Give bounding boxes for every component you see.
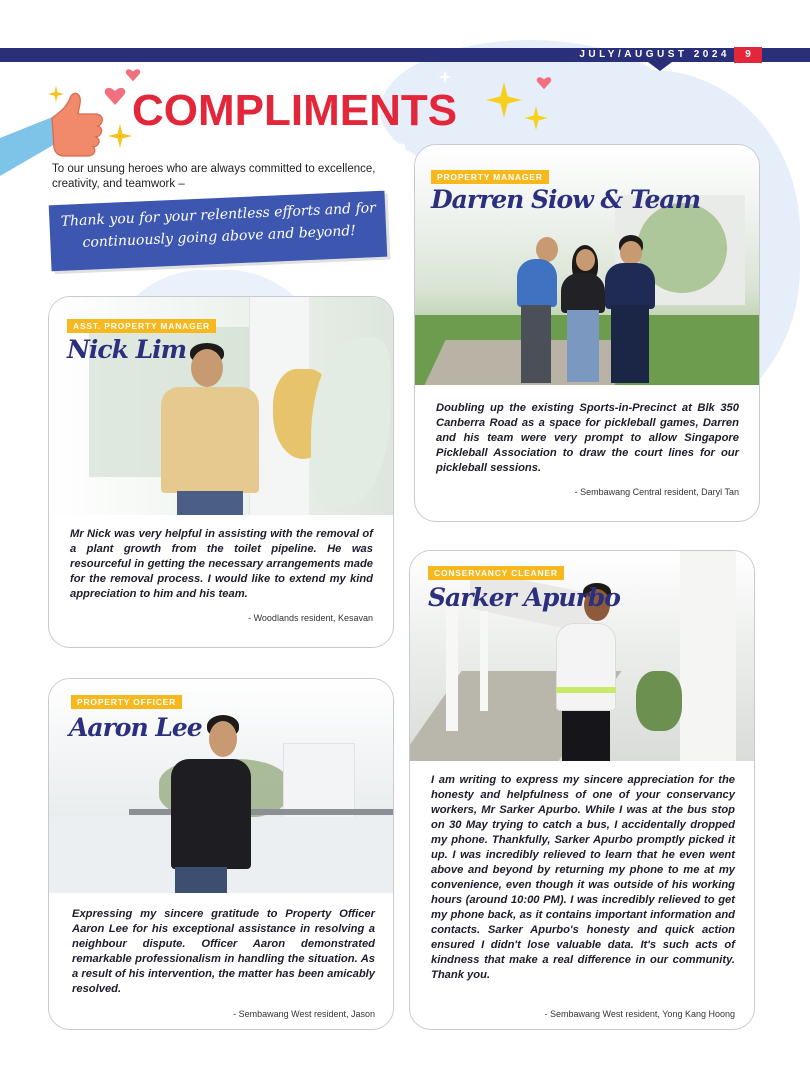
pillar bbox=[480, 611, 488, 711]
role-tag: PROPERTY OFFICER bbox=[71, 695, 182, 709]
role-tag: CONSERVANCY CLEANER bbox=[428, 566, 564, 580]
sparkle-icon bbox=[48, 86, 64, 102]
attribution: - Sembawang Central resident, Daryl Tan bbox=[574, 487, 739, 497]
reflective-stripe bbox=[556, 687, 616, 693]
page-number: 9 bbox=[734, 47, 762, 63]
compliment-card-sarker bbox=[409, 550, 755, 1030]
person-name: Nick Lim bbox=[67, 335, 187, 364]
compliment-quote: Mr Nick was very helpful in assisting with the removal of a plant growth from the toilet pipeline. He was resourceful in getting the necessary arrangements made for the removal process. I would like to extend my kind appreciation to him and his team. bbox=[70, 528, 373, 600]
intro-text: To our unsung heroes who are always committed to excellence, creativity, and teamwork – bbox=[52, 163, 376, 190]
staff-photo bbox=[49, 679, 394, 893]
hedge bbox=[636, 671, 682, 731]
sparkle-icon bbox=[438, 70, 452, 84]
role-tag: ASST. PROPERTY MANAGER bbox=[67, 319, 216, 333]
compliment-card-aaron bbox=[48, 678, 394, 1030]
issue-date: JULY/AUGUST 2024 bbox=[579, 49, 730, 60]
heart-icon bbox=[536, 76, 552, 90]
sparkle-icon bbox=[524, 106, 548, 130]
thank-you-ribbon bbox=[49, 191, 388, 272]
person-name: Aaron Lee bbox=[69, 713, 202, 742]
railing bbox=[129, 809, 394, 815]
heart-icon bbox=[104, 86, 126, 106]
sparkle-icon bbox=[486, 82, 522, 118]
compliment-card-darren bbox=[414, 144, 760, 522]
attribution: - Sembawang West resident, Jason bbox=[233, 1009, 375, 1019]
sparkle-icon bbox=[108, 124, 132, 148]
attribution: - Woodlands resident, Kesavan bbox=[248, 613, 373, 623]
role-tag: PROPERTY MANAGER bbox=[431, 170, 549, 184]
ribbon-text: Thank you for your relentless efforts and for continuously going above and beyond! bbox=[60, 200, 377, 251]
heart-icon bbox=[388, 142, 406, 158]
heart-icon bbox=[125, 68, 141, 82]
compliment-quote: Doubling up the existing Sports-in-Precinct at Blk 350 Canberra Road as a space for pickleball games, Darren and his team were very prompt to allow Singapore Pickleball Association to draw the court lines for our pickleball sessions. bbox=[436, 402, 739, 474]
compliment-quote: I am writing to express my sincere appreciation for the honesty and helpfulness of one of your conservancy workers, Mr Sarker Apurbo. While I was at the bus stop on 30 May trying to catch a bus, I accidentally dropped my phone. Thankfully, Sarker Apurbo promptly picked it up. I was incredibly relieved to learn that he even went above and beyond by returning my phone to me at my convenience, even though it was outside of his working hours (around 10:00 PM). I was incredibly relieved to get my phone back, as it contains important information and contacts. Sarker Apurbo's honesty and quick action ensured I didn't lose valuable data. It's such acts of kindness that make a real difference in our community. Thank you. bbox=[431, 774, 735, 981]
pillar bbox=[680, 551, 736, 761]
compliment-card-nick bbox=[48, 296, 394, 648]
banana-leaf bbox=[311, 337, 391, 507]
compliment-quote: Expressing my sincere gratitude to Property Officer Aaron Lee for his exceptional assistance in resolving a neighbour dispute. Officer Aaron demonstrated remarkable professionalism in handling the situation. As a result of his intervention, the matter has been amicably resolved. bbox=[72, 908, 375, 995]
person-name: Sarker Apurbo bbox=[428, 583, 620, 612]
attribution: - Sembawang West resident, Yong Kang Hoong bbox=[544, 1009, 735, 1019]
person-name: Darren Siow & Team bbox=[431, 185, 701, 214]
header-notch bbox=[648, 62, 672, 71]
page-title: COMPLIMENTS bbox=[132, 86, 458, 135]
